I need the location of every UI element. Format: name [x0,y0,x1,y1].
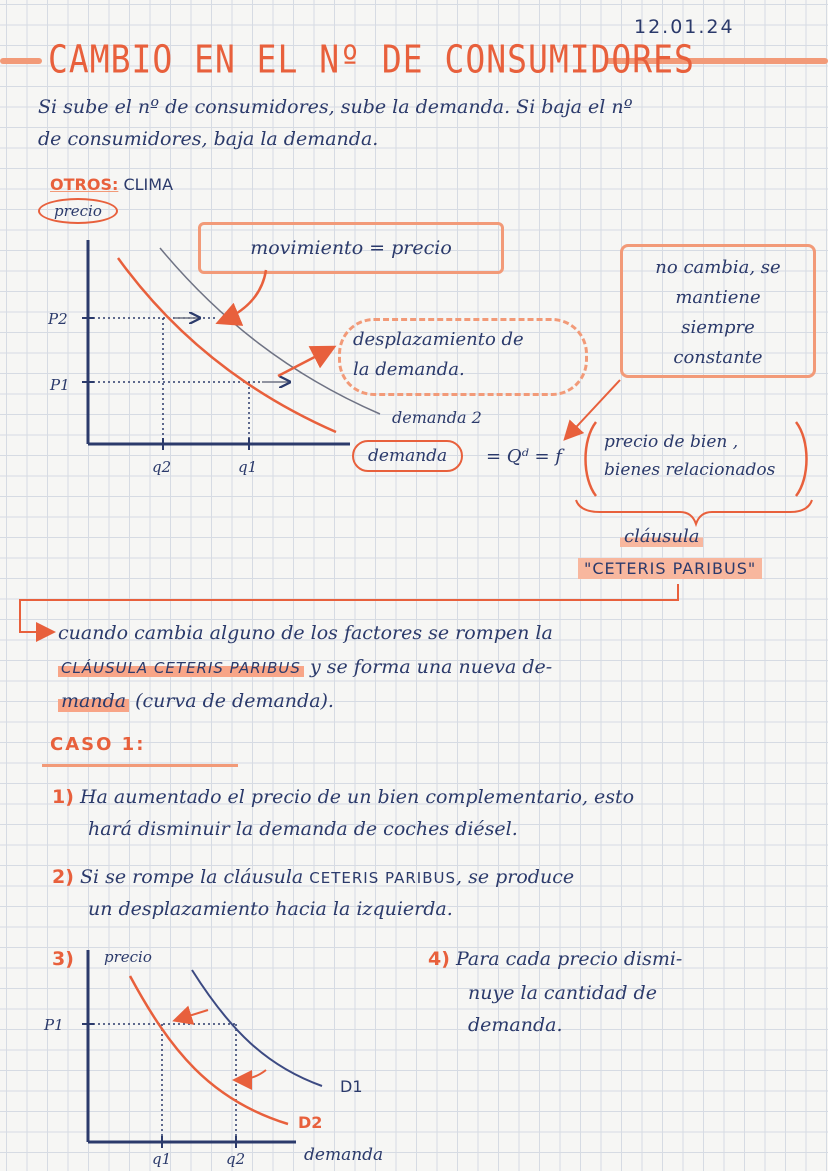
graph1-p2-label: P2 [48,310,68,328]
factor-1: precio de bien , [604,432,739,452]
rule-line-3-rest: (curva de demanda). [135,690,334,712]
graph2-d2-curve [130,976,288,1124]
graph1-q1-label: q1 [238,458,258,476]
item-1-number: 1) [52,786,74,808]
item-2-line-1a: Si se rompe la cláusula [79,866,304,888]
graph1-q2-label: q2 [152,458,172,476]
graph2-x-axis-label: demanda [304,1145,384,1165]
note-line-4: constante [673,347,763,368]
item-2-number: 2) [52,866,74,888]
item-4-line-3: demanda. [468,1014,563,1036]
ceteris-paribus-label: "CETERIS PARIBUS" [578,558,762,579]
intro-line-2: de consumidores, baja la demanda. [38,128,379,150]
graph1-demanda-2-curve [160,248,380,414]
caso-heading: CASO 1: [50,734,146,755]
graph2-q1-label: q1 [152,1150,172,1168]
date: 12.01.24 [634,16,735,38]
desplazamiento-arrow [278,348,332,376]
graph1-demanda-curve [118,258,336,432]
clausula-word: cláusula [620,526,703,547]
item-3-number: 3) [52,948,74,970]
rule-connector [20,584,678,632]
graph2 [43,948,383,1168]
factor-brace [576,500,812,524]
page-title: CAMBIO EN EL Nº DE CONSUMIDORES [48,37,695,82]
rule-highlight-manda: manda [58,690,129,712]
intro-line-1: Si sube el nº de consumidores, sube la demanda. Si baja el nº [38,96,633,118]
item-4-line-1: Para cada precio dismi- [455,948,683,970]
item-2-ceteris: CETERIS PARIBUS [309,869,456,887]
graph2-d2-label: D2 [298,1113,323,1132]
graph2-q2-label: q2 [226,1150,246,1168]
note-line-1: no cambia, se [655,257,781,278]
graph2-d1-label: D1 [340,1077,363,1096]
factor-paren-left [586,422,597,496]
cloud-line-1: desplazamiento de [353,329,524,350]
graph1-p1-label: P1 [50,376,70,394]
no-cambia-arrow [566,380,620,438]
item-1-line-1: Ha aumentado el precio de un bien complementario, esto [79,786,635,808]
factor-2: bienes relacionados [604,460,776,480]
graph2-p1-label: P1 [44,1016,64,1034]
item-4-number: 4) [428,948,450,970]
note-line-2: mantiene [675,287,761,308]
rule-line-1: cuando cambia alguno de los factores se rompen la [58,622,553,644]
graph2-y-axis-label: precio [104,948,152,966]
item-4-line-2: nuye la cantidad de [468,982,657,1004]
graph2-shift-arrow-1 [176,1010,208,1020]
graph1 [47,240,380,476]
graph2-shift-arrow-2 [236,1070,266,1080]
item-2-line-2: un desplazamiento hacia la izquierda. [88,898,453,920]
otros-label: OTROS: [50,175,119,194]
graph2-d1-curve [192,970,322,1086]
item-1-line-2: hará disminuir la demanda de coches diésel. [88,818,518,840]
movimiento-box: movimiento = precio [198,222,504,274]
demanda-oval: demanda [352,440,463,472]
movimiento-arrow [220,270,266,322]
item-2-line-1b: , se produce [456,866,575,888]
factor-paren-right [796,422,807,496]
cloud-line-2: la demanda. [353,359,465,380]
rule-highlight-clausula: CLÁUSULA CETERIS PARIBUS [58,659,304,677]
rule-line-2-rest: y se forma una nueva de- [309,656,553,678]
curve-label-demanda-2: demanda 2 [392,408,482,427]
formula: = Qᵈ = f [486,446,562,467]
graph1-y-axis-label: precio [38,198,118,224]
note-line-3: siempre [681,317,755,338]
otros-value: CLIMA [123,175,174,194]
